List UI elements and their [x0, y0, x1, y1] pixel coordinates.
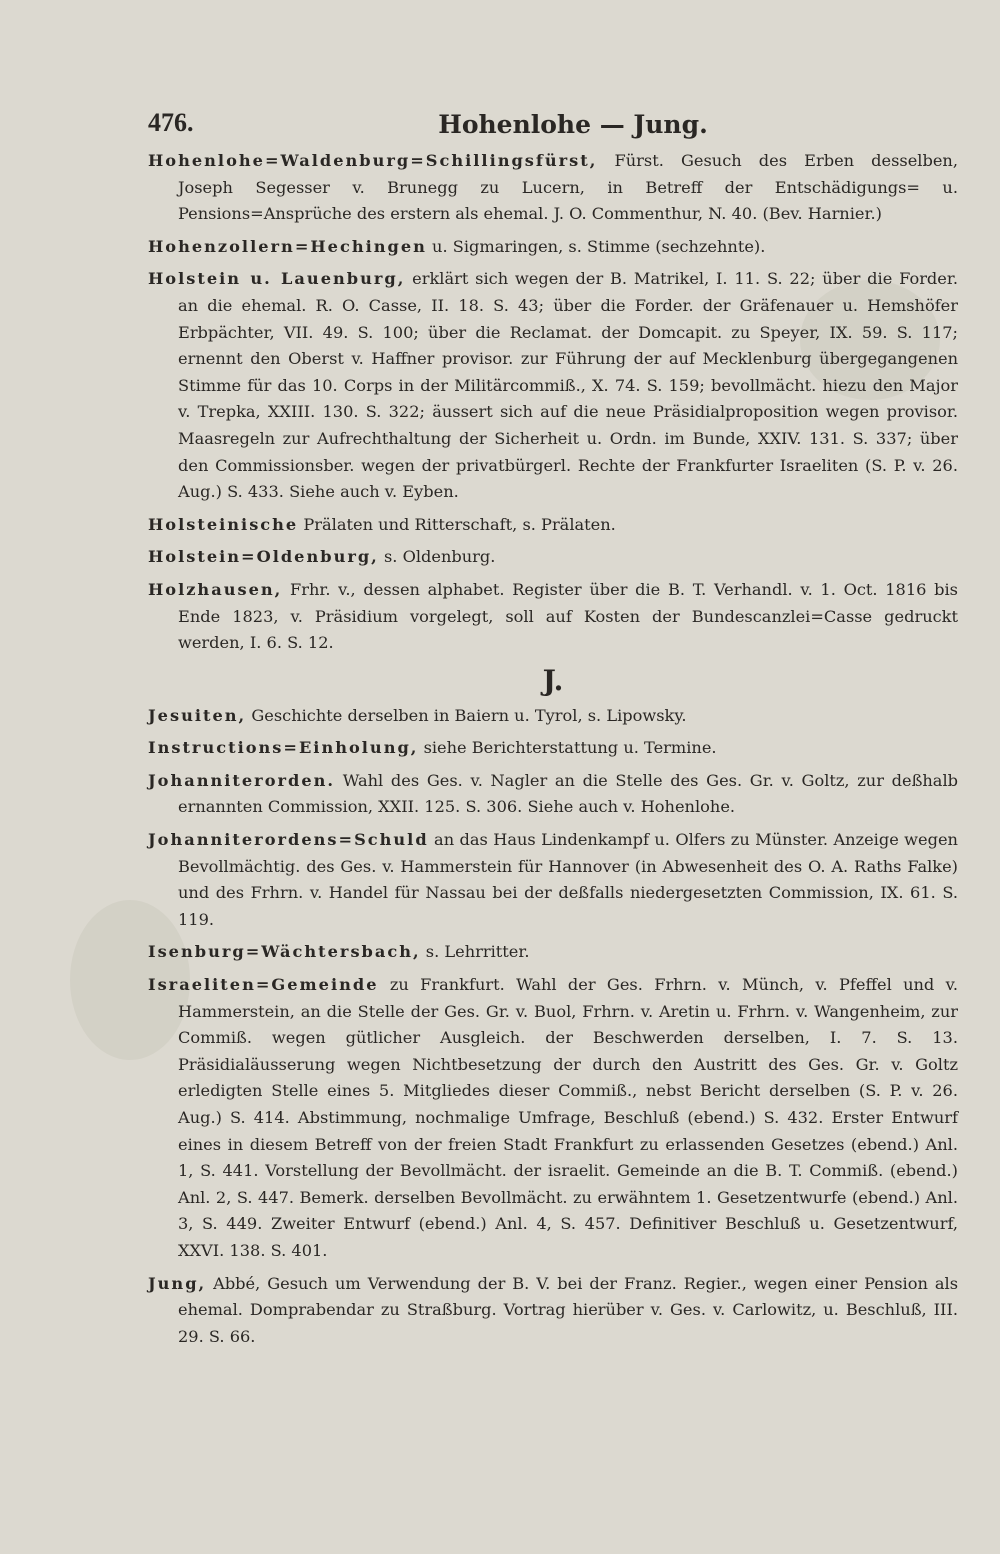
entry-text: u. Sigmaringen, s. Stimme (sechzehnte). [426, 236, 766, 256]
entry-paragraph [148, 234, 958, 261]
entry-text: s. Lehrritter. [420, 942, 530, 962]
index-entry [148, 827, 958, 933]
entry-paragraph [148, 827, 958, 933]
entry-paragraph [148, 544, 958, 571]
index-entry [148, 703, 958, 730]
entry-lemma: Hohenlohe=Waldenburg=Schillingsfürst, [148, 151, 598, 170]
entry-text: Wahl des Ges. v. Nagler an die Stelle des Ges. Gr. v. Goltz, zur deßhalb ernannten Commission, XXII. 125. S. 306. Siehe auch v. Hohenlohe. [178, 770, 958, 817]
entry-lemma: Isenburg=Wächtersbach, [148, 942, 421, 962]
entry-text: Prälaten und Ritterschaft, s. Prälaten. [298, 514, 616, 534]
page-header [148, 108, 958, 148]
entry-paragraph [148, 768, 958, 821]
index-entry [148, 148, 958, 228]
index-entry [148, 577, 958, 657]
entry-text: Geschichte derselben in Baiern u. Tyrol, s. Lipowsky. [246, 705, 687, 725]
entry-lemma: Instructions=Einholung, [148, 738, 419, 758]
index-entry [148, 768, 958, 821]
index-entry [148, 266, 958, 505]
entry-text: s. Oldenburg. [378, 547, 496, 567]
section-letter: J. [542, 663, 564, 697]
entry-text: Fürst. Gesuch des Erben desselben, Joseph Segesser v. Brunegg zu Lucern, in Betreff der Entschädigungs= u. Pensions=Ansprüche des erstern als ehemal. J. O. Commenthur, N. 40. (Bev. Harnier.) [178, 151, 958, 224]
entry-lemma: Holstein=Oldenburg, [148, 547, 379, 567]
entry-lemma: Jung, [148, 1273, 207, 1293]
entry-paragraph [148, 148, 958, 228]
entry-lemma: Hohenzollern=Hechingen [148, 236, 427, 256]
entry-paragraph [148, 972, 958, 1265]
index-entry [148, 234, 958, 261]
entry-text: erklärt sich wegen der B. Matrikel, I. 11. S. 22; über die Forder. an die ehemal. R. O. Casse, II. 18. S. 43; über die Forder. der Gräfenauer u. Hemshöfer Erbpächter, VII. 49. S. 100; über die Reclamat. der Domcapit. zu Speyer, IX. 59. S. 117; ernennt den Oberst v. Haffner provisor. zur Führung der auf Mecklenburg übergegangenen Stimme für das 10. Corps in der Militärcommiß., X. 74. S. 159; bevollmächt. hiezu den Major v. Trepka, XXIII. 130. S. 322; äussert sich auf die neue Präsidialproposition wegen provisor. Maasregeln zur Aufrechthaltung der Sicherheit u. Ordn. im Bunde, XXIV. 131. S. 337; über den Commissionsber. wegen der privatbürgerl. Rechte der Frankfurter Israeliten (S. P. v. 26. Aug.) S. 433. Siehe auch v. Eyben. [178, 269, 958, 502]
entry-lemma: Johanniterorden. [148, 770, 336, 790]
entry-text: Abbé, Gesuch um Verwendung der B. V. bei der Franz. Regier., wegen einer Pension als ehemal. Domprabendar zu Straßburg. Vortrag hierüber v. Ges. v. Carlowitz, u. Beschluß, III. 29. S. 66. [178, 1273, 958, 1346]
running-title: Hohenlohe — Jung. [438, 110, 708, 139]
index-entry [148, 544, 958, 571]
index-entry [148, 735, 958, 762]
index-entry [148, 939, 958, 966]
index-entry [148, 972, 958, 1265]
entry-paragraph [148, 703, 958, 730]
entry-lemma: Jesuiten, [148, 705, 247, 725]
entries-before-section [148, 148, 958, 657]
entry-paragraph [148, 1271, 958, 1351]
entry-paragraph [148, 512, 958, 539]
entry-lemma: Holstein u. Lauenburg, [148, 269, 406, 289]
index-entry [148, 512, 958, 539]
entry-paragraph [148, 735, 958, 762]
entries-after-section [148, 703, 958, 1351]
entry-text: Frhr. v., dessen alphabet. Register über die B. T. Verhandl. v. 1. Oct. 1816 bis Ende 1823, v. Präsidium vorgelegt, soll auf Kosten der Bundescanzlei=Casse gedruckt werden, I. 6. S. 12. [178, 579, 958, 653]
index-entry [148, 1271, 958, 1351]
entry-paragraph [148, 266, 958, 505]
entry-paragraph [148, 939, 958, 966]
entry-text: an das Haus Lindenkampf u. Olfers zu Münster. Anzeige wegen Bevollmächtig. des Ges. v. Hammerstein für Hannover (in Abwesenheit des O. A. Raths Falke) und des Frhrn. v. Handel für Nassau bei der deßfalls niedergesetzten Commission, IX. 61. S. 119. [178, 830, 958, 929]
entry-lemma: Holsteinische [148, 514, 299, 534]
entry-paragraph [148, 577, 958, 657]
page-number: 476. [148, 108, 194, 137]
entry-lemma: Israeliten=Gemeinde [148, 975, 379, 995]
entry-lemma: Holzhausen, [148, 579, 283, 599]
entry-text: zu Frankfurt. Wahl der Ges. Frhrn. v. Münch, v. Pfeffel und v. Hammerstein, an die Stelle der Ges. Gr. v. Buol, Frhrn. v. Aretin u. Frhrn. v. Wangenheim, zur Commiß. wegen gütlicher Ausgleich. der Beschwerden derselben, I. 7. S. 13. Präsidialäusserung wegen Nichtbesetzung der durch den Austritt des Ges. Gr. v. Goltz erledigten Stelle eines 5. Mitgliedes dieser Commiß., nebst Bericht derselben (S. P. v. 26. Aug.) S. 414. Abstimmung, nochmalige Umfrage, Beschluß (ebend.) S. 432. Erster Entwurf eines in diesem Betreff von der freien Stadt Frankfurt zu erlassenden Gesetzes (ebend.) Anl. 1, S. 441. Vorstellung der Bevollmächt. der israelit. Gemeinde an die B. T. Commiß. (ebend.) Anl. 2, S. 447. Bemerk. derselben Bevollmächt. zu erwähntem 1. Gesetzentwurfe (ebend.) Anl. 3, S. 449. Zweiter Entwurf (ebend.) Anl. 4, S. 457. Definitiver Beschluß u. Gesetzentwurf, XXVI. 138. S. 401. [178, 975, 958, 1260]
index-content [148, 148, 958, 1356]
entry-lemma: Johanniterordens=Schuld [148, 830, 429, 850]
entry-text: siehe Berichterstattung u. Termine. [418, 738, 717, 758]
